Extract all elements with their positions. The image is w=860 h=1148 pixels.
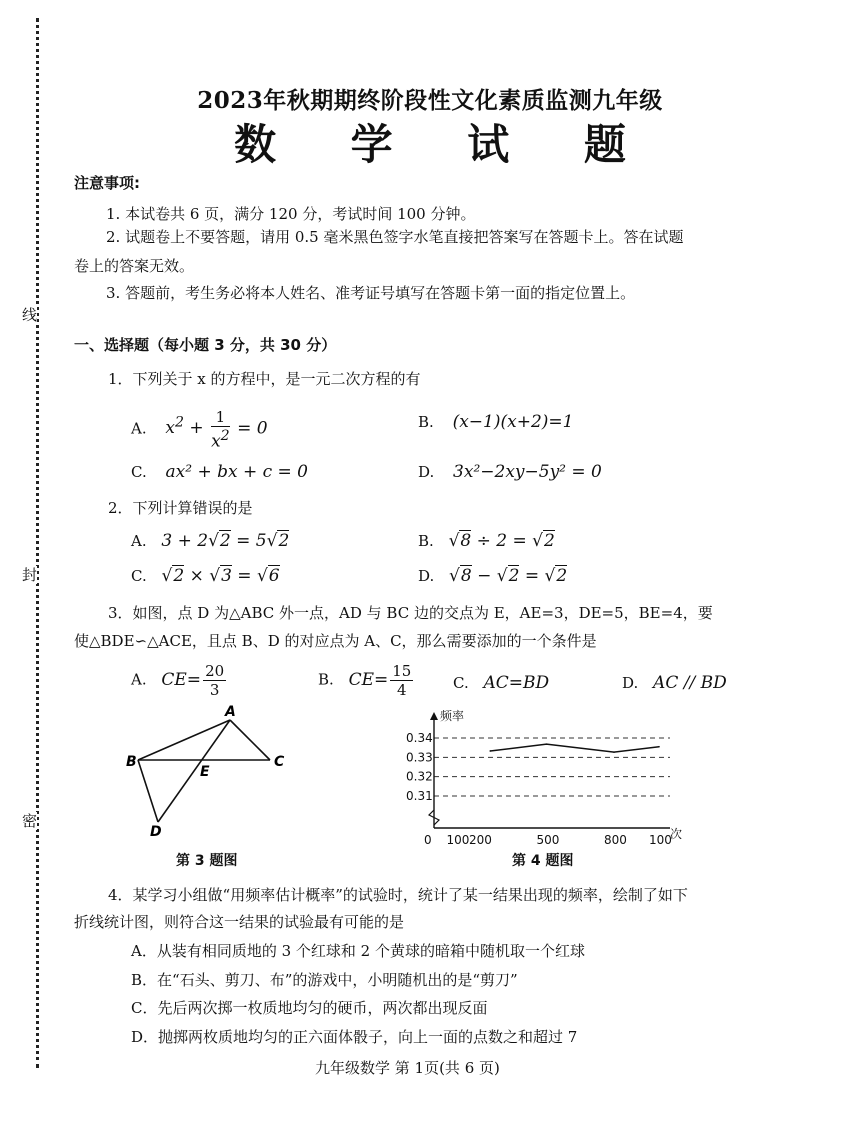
q2-option-d: D. √8 − √2 = √2 bbox=[418, 566, 568, 586]
point-d-label: D bbox=[150, 824, 162, 840]
q4-option-c: C．先后两次掷一枚质地均匀的硬币，两次都出现反面 bbox=[131, 999, 488, 1017]
point-a-label: A bbox=[225, 704, 236, 720]
q4-stem-line2: 折线统计图，则符合这一结果的试验最有可能的是 bbox=[74, 913, 405, 931]
chart-x-tick-label: 100 bbox=[446, 833, 470, 847]
figure-3-caption: 第 3 题图 bbox=[176, 853, 238, 869]
chart-y-tick-label: 0.34 bbox=[406, 731, 433, 745]
fraction: $\frac{15}{4}$ bbox=[392, 662, 412, 699]
option-label: B. bbox=[418, 413, 434, 431]
figure-3-triangle bbox=[120, 700, 300, 850]
figure-4-caption: 第 4 题图 bbox=[512, 853, 574, 869]
q3-option-c: C. AC=BD bbox=[453, 673, 550, 693]
q4-stem-line1: 4．某学习小组做“用频率估计概率”的试验时，统计了某一结果出现的频率，绘制了如下 bbox=[108, 886, 688, 904]
chart-grid bbox=[434, 738, 670, 796]
q1-option-c: C. ax² + bx + c = 0 bbox=[131, 462, 308, 482]
q1-option-b: B. (x−1)(x+2)=1 bbox=[418, 412, 574, 432]
point-b-label: B bbox=[126, 754, 137, 770]
notes-item-1: 1. 本试卷共 6 页，满分 120 分，考试时间 100 分钟。 bbox=[106, 205, 476, 223]
q2-option-b: B. √8 ÷ 2 = √2 bbox=[418, 531, 555, 551]
chart-y-axis-title: 频率 bbox=[440, 709, 465, 723]
seal-char-xian: 线 bbox=[22, 306, 38, 324]
point-e-label: E bbox=[200, 764, 210, 780]
q3-option-b: B. CE= $\frac{15}{4}$ bbox=[318, 662, 412, 699]
q1-option-a: A. $x^2$ + $\frac{1}{x^2}$ = 0 bbox=[131, 408, 268, 452]
chart-y-tick-label: 0.33 bbox=[406, 750, 433, 765]
chart-x-tick-label: 100 bbox=[649, 833, 672, 847]
chart-series-line bbox=[490, 744, 659, 752]
q3-option-a: A. CE= $\frac{20}{3}$ bbox=[131, 662, 225, 699]
notes-title: 注意事项: bbox=[74, 174, 140, 192]
chart-y-axis-arrow bbox=[430, 712, 438, 720]
chart-x-tick-label: 200 bbox=[469, 833, 492, 847]
q4-option-d: D．抛掷两枚质地均匀的正六面体骰子，向上一面的点数之和超过 7 bbox=[131, 1028, 578, 1046]
fraction: $\frac{20}{3}$ bbox=[205, 662, 225, 699]
chart-data-point bbox=[658, 746, 660, 748]
point-c-label: C bbox=[274, 754, 285, 770]
q4-option-a: A．从装有相同质地的 3 个红球和 2 个黄球的暗箱中随机取一个红球 bbox=[131, 942, 585, 960]
chart-series bbox=[489, 743, 659, 753]
option-label: D. bbox=[418, 463, 435, 481]
page-footer: 九年级数学 第 1页(共 6 页) bbox=[315, 1059, 500, 1077]
chart-data-point bbox=[489, 750, 491, 752]
chart-data-point bbox=[613, 751, 615, 753]
option-label: C. bbox=[131, 463, 147, 481]
q4-option-b: B．在“石头、剪刀、布”的游戏中，小明随机出的是“剪刀” bbox=[131, 971, 518, 989]
chart-x-tick-label: 500 bbox=[536, 833, 560, 847]
segment-ac bbox=[230, 720, 270, 760]
exam-title: 2023年秋期期终阶段性文化素质监测九年级 bbox=[197, 87, 663, 114]
q2-option-c: C. √2 × √3 = √6 bbox=[131, 566, 280, 586]
chart-ticks bbox=[406, 708, 682, 847]
q3-option-d: D. AC // BD bbox=[622, 673, 727, 693]
q2-option-a: A. 3 + 2√2 = 5√2 bbox=[131, 531, 290, 551]
seal-char-feng: 封 bbox=[22, 566, 38, 584]
section-1-title: 一、选择题（每小题 3 分，共 30 分） bbox=[74, 336, 337, 354]
chart-x-tick-label: 800 bbox=[604, 833, 627, 847]
q1-stem: 1．下列关于 x 的方程中，是一元二次方程的有 bbox=[108, 370, 421, 388]
q1-option-d: D. 3x²−2xy−5y² = 0 bbox=[418, 462, 602, 482]
notes-item-2-cont: 卷上的答案无效。 bbox=[74, 257, 195, 275]
chart-axes bbox=[429, 712, 670, 828]
q3-stem-line1: 3．如图，点 D 为△ABC 外一点，AD 与 BC 边的交点为 E，AE=3，DE=5，BE=4，要 bbox=[108, 604, 713, 622]
binding-dotted-line bbox=[36, 18, 39, 1068]
chart-data-point bbox=[546, 743, 548, 745]
chart-x-axis-title: 次 bbox=[670, 827, 683, 841]
chart-y-tick-label: 0.32 bbox=[406, 769, 433, 784]
subject-title: 数 学 试 题 bbox=[234, 120, 656, 169]
segment-bd bbox=[138, 760, 158, 822]
notes-item-3: 3. 答题前，考生务必将本人姓名、准考证号填写在答题卡第一面的指定位置上。 bbox=[106, 284, 636, 302]
seal-char-mi: 密 bbox=[22, 812, 38, 830]
chart-x-tick-label: 0 bbox=[424, 833, 432, 847]
notes-item-2: 2. 试题卷上不要答题，请用 0.5 毫米黑色签字水笔直接把答案写在答题卡上。答在试题 bbox=[106, 228, 684, 246]
chart-y-tick-label: 0.31 bbox=[406, 789, 433, 803]
figure-4-chart bbox=[400, 700, 700, 850]
fraction: $\frac{1}{x^2}$ bbox=[211, 408, 230, 452]
q2-stem: 2．下列计算错误的是 bbox=[108, 499, 253, 517]
q3-stem-line2: 使△BDE∽△ACE，且点 B、D 的对应点为 A、C，那么需要添加的一个条件是 bbox=[74, 632, 597, 650]
option-label: A. bbox=[131, 419, 147, 438]
